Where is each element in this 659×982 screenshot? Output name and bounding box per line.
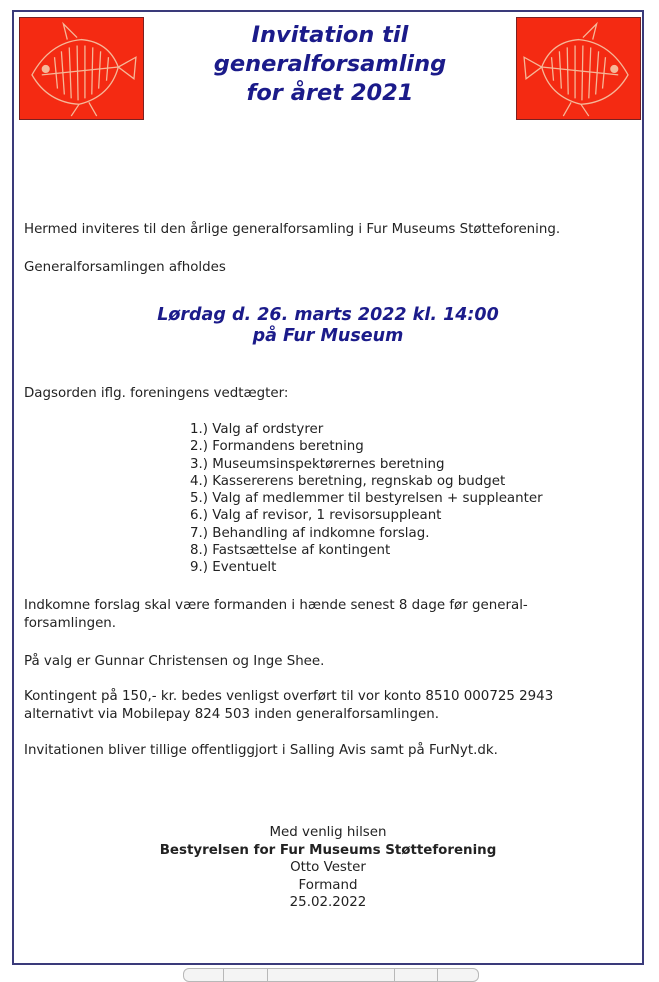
signature-organization: Bestyrelsen for Fur Museums Støtteforening bbox=[159, 842, 497, 858]
toolbar-segment[interactable] bbox=[395, 969, 439, 981]
signature-name: Otto Vester bbox=[290, 860, 366, 875]
page-title bbox=[154, 21, 506, 108]
meeting-location-line: på Fur Museum bbox=[252, 326, 404, 346]
agenda-item: 9.) Eventuelt bbox=[190, 560, 277, 576]
fish-skeleton-image-right bbox=[516, 17, 641, 120]
agenda-item: 2.) Formandens beretning bbox=[190, 439, 364, 455]
title-line: for året 2021 bbox=[246, 80, 414, 106]
signature-greeting: Med venlig hilsen bbox=[269, 825, 387, 840]
agenda-item: 4.) Kassererens beretning, regnskab og budget bbox=[190, 473, 506, 489]
toolbar-segment[interactable] bbox=[224, 969, 269, 981]
toolbar-segment[interactable] bbox=[268, 969, 395, 981]
held-paragraph: Generalforsamlingen afholdes bbox=[24, 260, 226, 275]
fish-skeleton-icon bbox=[517, 18, 640, 119]
proposals-paragraph bbox=[24, 597, 624, 633]
agenda-heading: Dagsorden iflg. foreningens vedtægter: bbox=[24, 386, 289, 401]
fish-skeleton-image-left bbox=[19, 17, 144, 120]
signature-role: Formand bbox=[298, 877, 358, 893]
agenda-item: 8.) Fastsættelse af kontingent bbox=[190, 543, 391, 559]
title-line: Invitation til bbox=[251, 22, 409, 48]
agenda-item: 1.) Valg af ordstyrer bbox=[190, 422, 324, 437]
viewer-toolbar[interactable] bbox=[183, 968, 479, 982]
agenda-item: 3.) Museumsinspektørernes beretning bbox=[190, 456, 445, 472]
toolbar-segment[interactable] bbox=[184, 969, 224, 981]
title-line: generalforsamling bbox=[213, 51, 447, 77]
toolbar-segment[interactable] bbox=[438, 969, 478, 981]
fee-line: Kontingent på 150,- kr. bedes venligst overført til vor konto 8510 000725 2943 bbox=[24, 689, 554, 704]
proposals-line: forsamlingen. bbox=[24, 616, 117, 631]
election-paragraph: På valg er Gunnar Christensen og Inge Shee. bbox=[24, 654, 325, 669]
signature-block bbox=[14, 824, 642, 912]
intro-paragraph: Hermed inviteres til den årlige generalforsamling i Fur Museums Støtteforening. bbox=[24, 222, 561, 237]
agenda-list bbox=[190, 421, 543, 577]
meeting-datetime bbox=[14, 305, 642, 347]
agenda-item: 6.) Valg af revisor, 1 revisorsuppleant bbox=[190, 508, 442, 524]
agenda-item: 5.) Valg af medlemmer til bestyrelsen + suppleanter bbox=[190, 491, 543, 507]
proposals-line: Indkomne forslag skal være formanden i hænde senest 8 dage før general- bbox=[24, 598, 528, 613]
fish-skeleton-icon bbox=[20, 18, 143, 119]
publication-paragraph: Invitationen bliver tillige offentliggjort i Salling Avis samt på FurNyt.dk. bbox=[24, 743, 498, 758]
invitation-document bbox=[12, 10, 644, 965]
fee-line: alternativt via Mobilepay 824 503 inden generalforsamlingen. bbox=[24, 707, 439, 722]
signature-date: 25.02.2022 bbox=[289, 895, 367, 910]
agenda-item: 7.) Behandling af indkomne forslag. bbox=[190, 525, 430, 541]
meeting-date-line: Lørdag d. 26. marts 2022 kl. 14:00 bbox=[157, 305, 499, 325]
fee-paragraph bbox=[24, 688, 624, 724]
